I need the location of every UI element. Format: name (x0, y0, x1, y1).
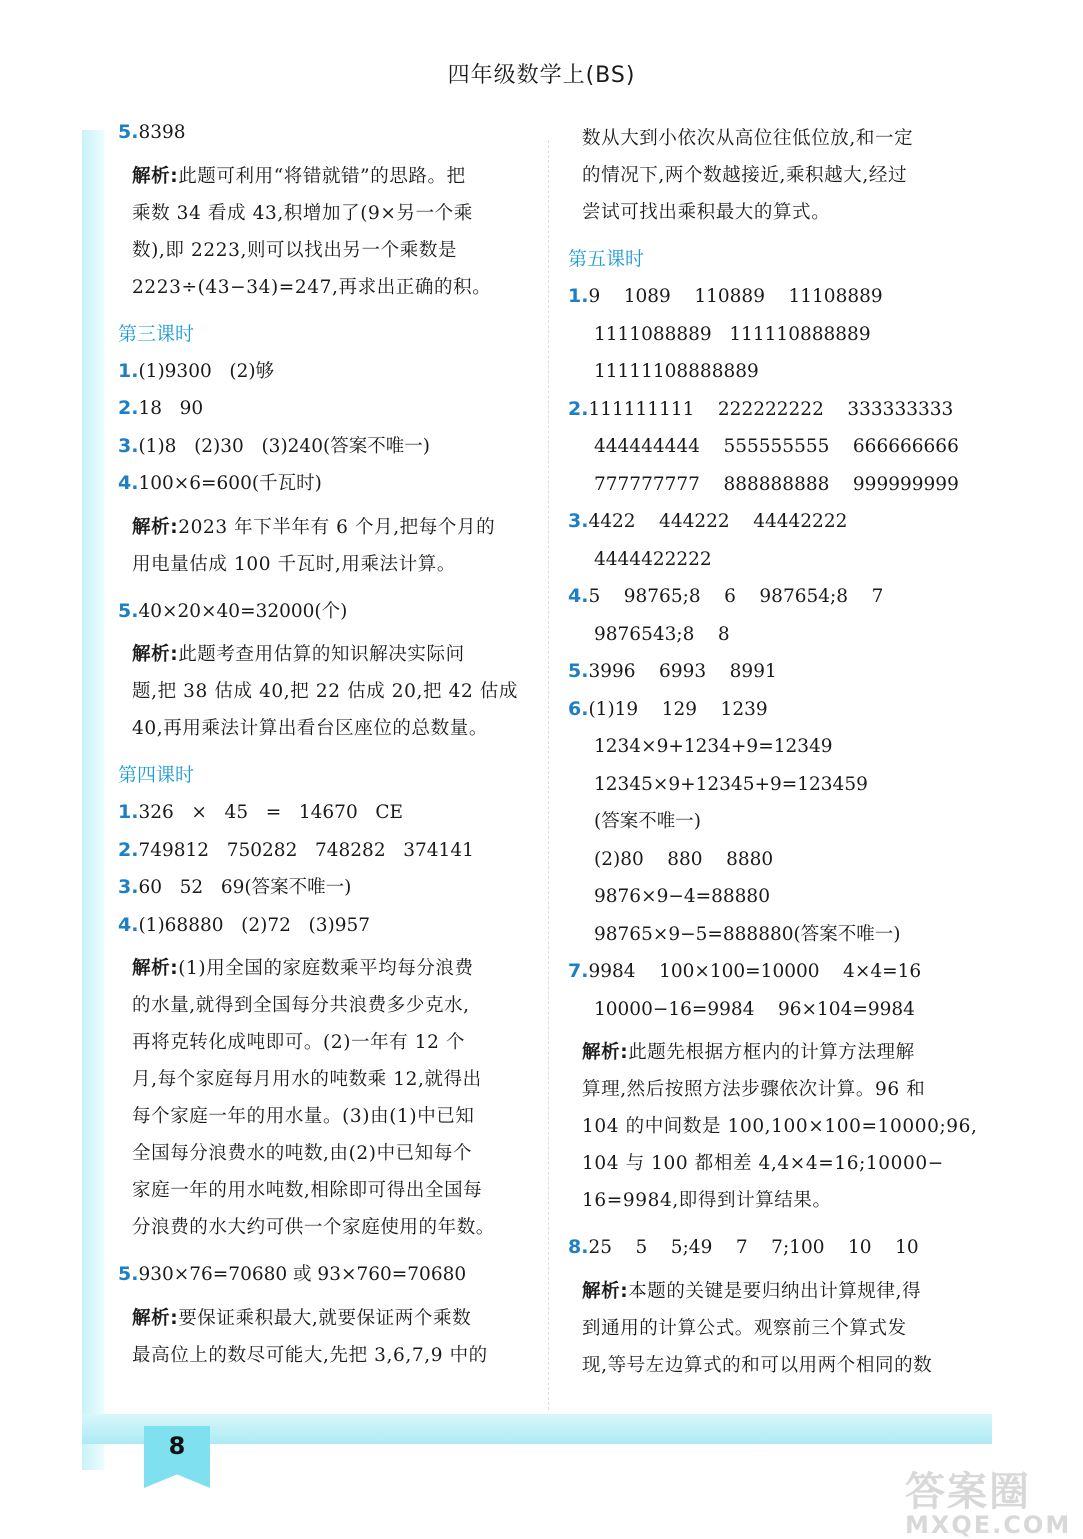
explanation-block: 解析:此题先根据方框内的计算方法理解 算理,然后按照方法步骤依次计算。96 和 104 的中间数是 100,100×100=10000;96, 104 与 100 都相差 4,4×4=16;10000− 16=9984,即得到计算结果。 (582, 1042, 978, 1211)
answer-item: 5.3996 6993 8991 (568, 660, 777, 682)
answer-item: 7.9984 100×100=10000 4×4=16 10000−16=9984 96×104=9984 (568, 960, 922, 1020)
explanation-block: 解析:(1)用全国的家庭数乘平均每分浪费 的水量,就得到全国每分共浪费多少克水, 再将克转化成吨即可。(2)一年有 12 个 月,每个家庭每月用水的吨数乘 12,就得出 每个家庭一年的用水量。(3)由(1)中已知 全国每分浪费水的吨数,由(2)中已知每个 家庭一年的用水吨数,相除即可得出全国每 分浪费的水大约可供一个家庭使用的年数。 (132, 958, 495, 1238)
explanation-block: 解析:此题考查用估算的知识解决实际问 题,把 38 估成 40,把 22 估成 20,把 42 估成 40,再用乘法计算出看台区座位的总数量。 (132, 644, 518, 739)
explanation-block: 解析:本题的关键是要归纳出计算规律,得 到通用的计算公式。观察前三个算式发 现,等号左边算式的和可以用两个相同的数 (582, 1280, 933, 1376)
section-heading-lesson3: 第三课时 (118, 322, 195, 345)
answer-item: 2.749812 750282 748282 374141 (118, 838, 474, 861)
explanation-block: 解析:2023 年下半年有 6 个月,把每个月的 用电量估成 100 千瓦时,用乘法计算。 (132, 516, 496, 575)
answer-item: 3.(1)8 (2)30 (3)240(答案不唯一) (118, 434, 430, 457)
answer-item: 4.(1)68880 (2)72 (3)957 (118, 913, 371, 936)
right-column (568, 114, 988, 1394)
answer-item: 3.4422 444222 44442222 4444422222 (568, 510, 848, 570)
answer-item: 5.8398 (118, 121, 186, 143)
answer-item: 8.25 5 5;49 7 7;100 10 10 (568, 1236, 919, 1258)
answer-item: 5.930×76=70680 或 93×760=70680 (118, 1263, 467, 1285)
explanation-block: 解析:此题可利用“将错就错”的思路。把 乘数 34 看成 43,积增加了(9×另一个乘 数),即 2223,则可以找出另一个乘数是 2223÷(43−34)=247,再求出正确的积。 (132, 165, 492, 298)
answer-item: 1.(1)9300 (2)够 (118, 359, 275, 382)
explanation-block: 解析:要保证乘积最大,就要保证两个乘数 最高位上的数尽可能大,先把 3,6,7,9 中的 (132, 1307, 488, 1366)
answer-item: 1.9 1089 110889 11108889 1111088889 111110888889 11111108888889 (568, 285, 883, 382)
column-divider (548, 140, 549, 1410)
section-heading-lesson5: 第五课时 (568, 248, 645, 270)
answer-item: 2.111111111 222222222 333333333 444444444 555555555 666666666 777777777 888888888 999999999 (568, 397, 959, 495)
page-header: 四年级数学上(BS) (447, 63, 636, 88)
answer-item: 2.18 90 (118, 397, 204, 419)
answer-item: 5.40×20×40=32000(个) (118, 599, 348, 622)
left-column (118, 114, 536, 1384)
page-border-left (82, 130, 104, 1470)
answer-item: 4.5 98765;8 6 987654;8 7 9876543;8 8 (568, 585, 884, 645)
answer-item: 3.60 52 69(答案不唯一) (118, 876, 352, 898)
answer-item: 6.(1)19 129 1239 1234×9+1234+9=12349 12345×9+12345+9=123459 (答案不唯一) (2)80 880 8880 9876×9−4=88880 98765×9−5=888880(答案不唯一) (568, 697, 901, 945)
section-heading-lesson4: 第四课时 (118, 764, 195, 786)
page-border-bottom (82, 1414, 992, 1444)
explanation-label: 解析: (132, 165, 179, 187)
explanation-continued: 数从大到小依次从高位往低位放,和一定 的情况下,两个数越接近,乘积越大,经过 尝试可找出乘积最大的算式。 (582, 128, 914, 223)
answer-item: 1.326 × 45 = 14670 CE (118, 801, 404, 823)
watermark-logo: 答案圈 MXQE.COM (905, 1469, 1072, 1539)
answer-item: 4.100×6=600(千瓦时) (118, 472, 322, 494)
page-number: 8 (168, 1432, 186, 1460)
